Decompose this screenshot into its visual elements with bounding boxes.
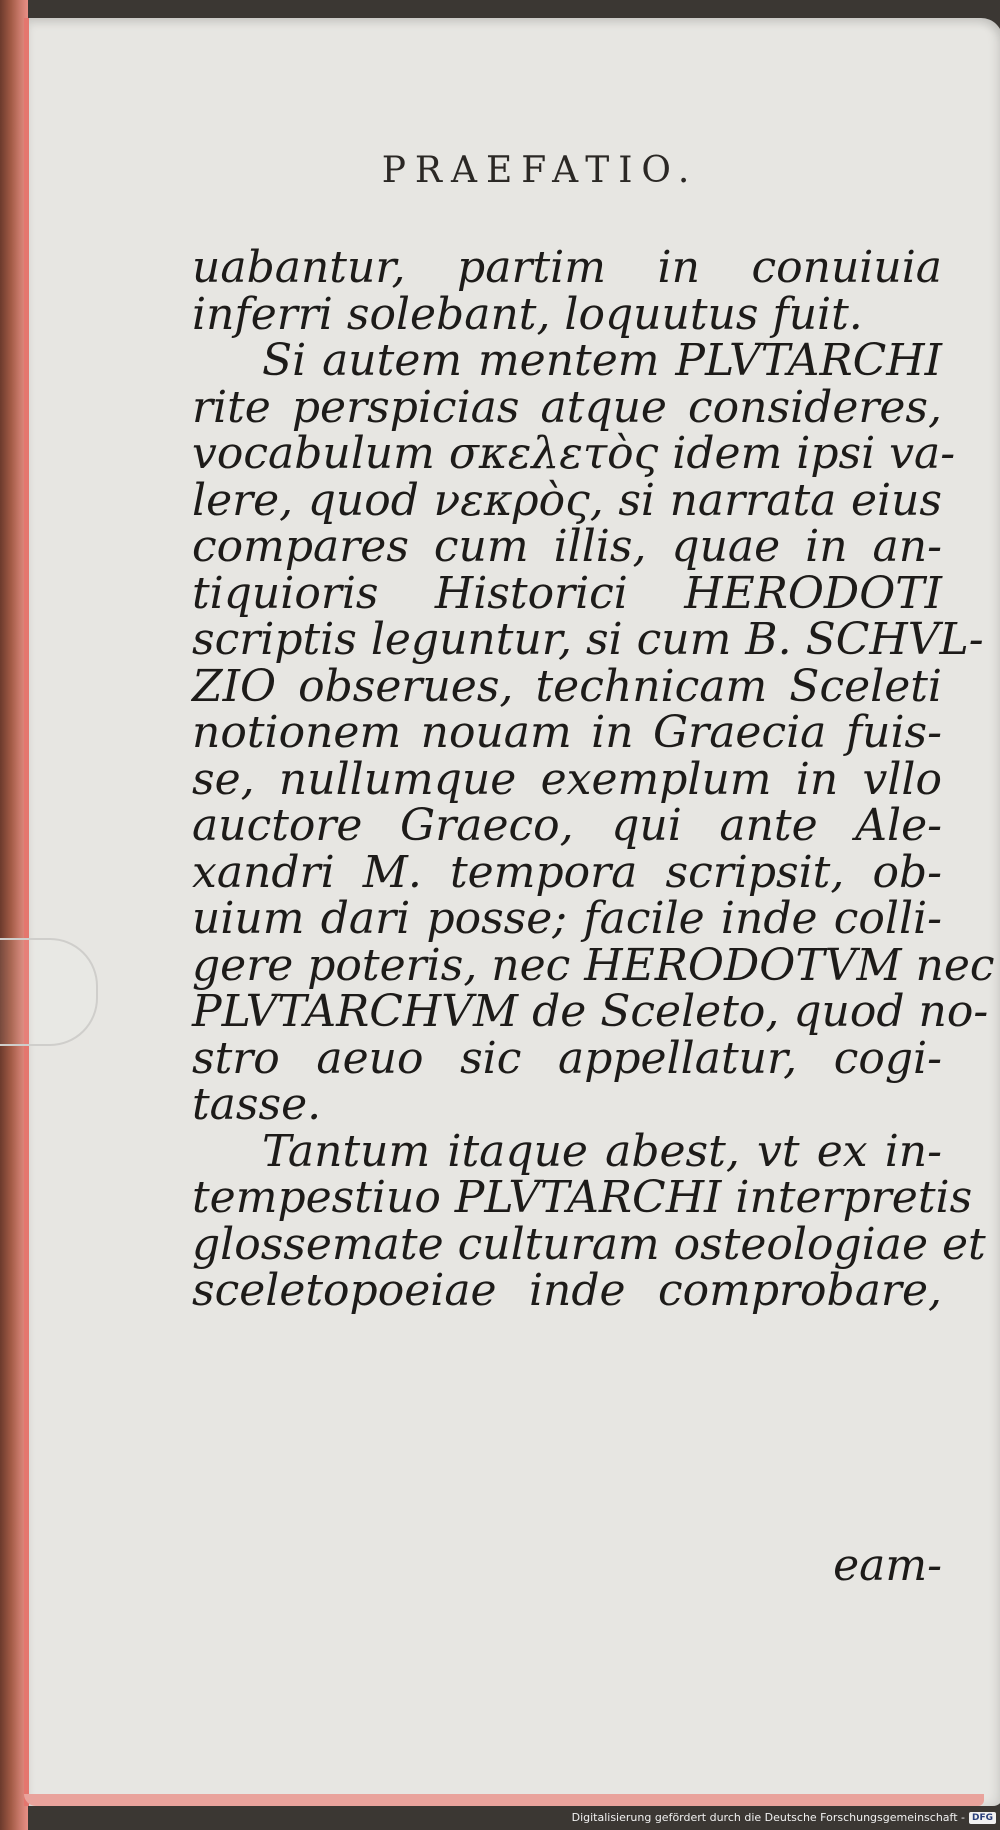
text-line: compares cum illis, quae in an- [192,521,942,572]
text-line: uabantur, partim in conuiuia [192,242,942,293]
text-line: stro aeuo sic appellatur, cogi- [192,1032,942,1084]
running-header: PRAEFATIO. [381,150,699,191]
text-line: notionem nouam in Graecia fuis- [192,707,942,758]
text-line: auctore Graeco, qui ante Ale- [192,800,942,851]
dfg-logo-icon: DFG [969,1812,996,1824]
text-line: sceletopoeiae inde comprobare, [192,1265,942,1316]
text-line: vocabulum σκελετὸς idem ipsi va- [192,428,956,479]
text-line: scriptis leguntur, si cum B. SCHVL- [192,614,984,665]
page-bottom-edge [24,1794,984,1806]
text-line: lere, quod νεκρὸς, si narrata eius [192,474,942,526]
text-line: uium dari posse; facile inde colli- [192,893,942,944]
text-line: rite perspicias atque consideres, [192,381,942,433]
text-line: tempestiuo PLVTARCHI interpretis [192,1172,973,1223]
text-line: ZIO obserues, technicam Sceleti [192,660,942,712]
text-line: inferri solebant, loquutus fuit. [192,288,863,340]
text-line: Tantum itaque abest, vt ex in- [262,1125,942,1177]
body-text [192,242,995,1316]
text-line: Si autem mentem PLVTARCHI [262,335,942,386]
credit-text: Digitalisierung gefördert durch die Deutsche Forschungsgemeinschaft - [571,1811,965,1824]
text-line: PLVTARCHVM de Sceleto, quod no- [192,986,989,1037]
text-line: tasse. [192,1079,322,1130]
digitization-credit [572,1811,996,1824]
page-tab-marker [0,938,98,1046]
text-line: se, nullumque exemplum in vllo [192,753,942,805]
text-line: glossemate culturam osteologiae et [192,1218,986,1270]
text-line: xandri M. tempora scripsit, ob- [192,846,942,898]
catchword: eam- [833,1540,942,1591]
text-line: gere poteris, nec HERODOTVM nec [192,939,995,991]
text-line: tiquioris Historici HERODOTI [192,567,942,619]
